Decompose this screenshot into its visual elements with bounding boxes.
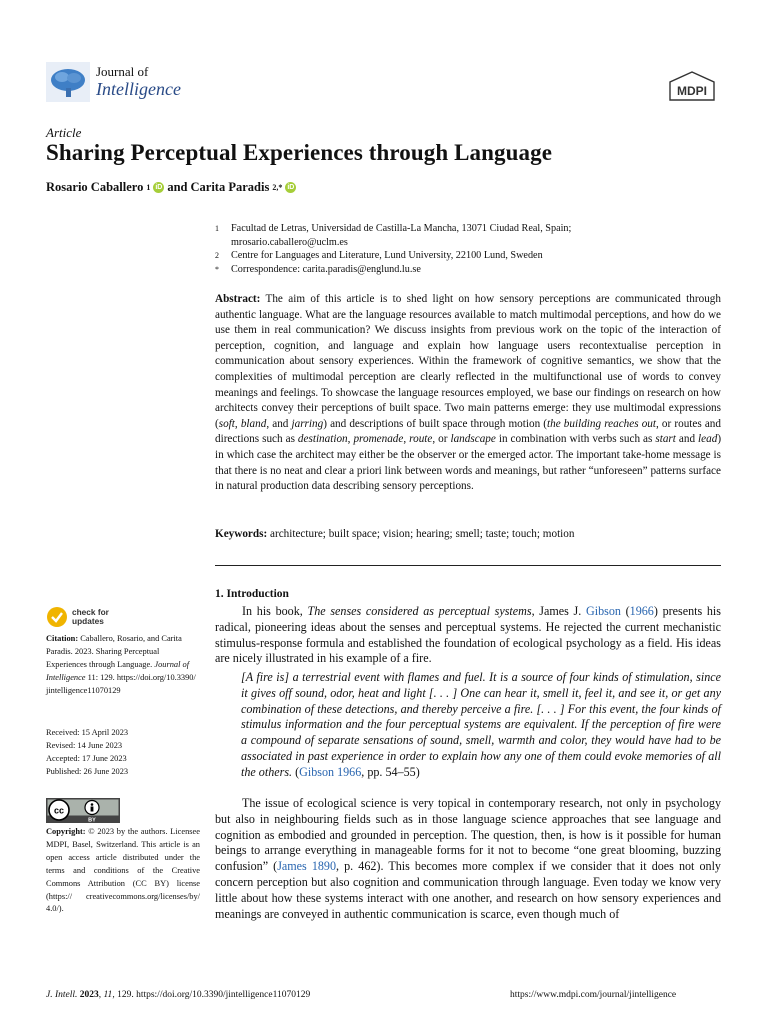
quote-text: ( xyxy=(292,764,300,779)
section-divider xyxy=(215,565,721,566)
received-date: Received: 15 April 2023 xyxy=(46,728,129,737)
abstract-text: , or xyxy=(432,433,451,446)
citation-link[interactable]: Gibson 1966 xyxy=(299,764,362,779)
abstract-text: The aim of this article is to shed light on how sensory perceptions are communicated through authentic language. What are the language resources available to match multimodal perceptions, and how do we use them in real communication? We discuss insights from previous work on the topic of the interaction of perception, cognition, and language and explain how language users recontextualise perception in communication about sensory experiences. Within the framework of cognitive semantics, we show that the complexities of multimodal perception are clearly reflected in the multifunctional use of words to convey meanings and feelings. To showcase the language resources employed, we base our findings on research on how architects convey their perceptions of built space. Two main patterns emerge: they use multimodal expressions ( xyxy=(215,293,721,430)
citation-doi[interactable]: 11: 129. https://doi.org/10.3390/ jintelligence11070129 xyxy=(46,672,196,695)
check-updates-text xyxy=(72,608,109,626)
intro-paragraph-2 xyxy=(215,796,721,922)
abstract-term: lead xyxy=(698,433,718,446)
affiliation-mark: * xyxy=(215,264,219,274)
affiliation-mark: 1 xyxy=(215,224,219,233)
abstract-term: destination xyxy=(297,433,348,446)
abstract-term: landscape xyxy=(450,433,496,446)
affiliation-superscript: 2,* xyxy=(272,183,283,192)
abstract-text: , or routes and directions such as xyxy=(215,417,721,446)
citation-block xyxy=(46,633,200,698)
abstract-text: , xyxy=(403,433,410,446)
quote-pages: , pp. 54–55) xyxy=(361,764,420,779)
affiliations xyxy=(215,222,571,276)
affiliation-row xyxy=(215,236,571,250)
intro-paragraph-1 xyxy=(215,604,721,667)
abstract-text: in combination with verbs such as xyxy=(495,433,656,446)
article-type: Article xyxy=(46,125,82,140)
by-text: BY xyxy=(88,817,96,823)
affiliation-row xyxy=(215,263,571,277)
affiliation-text: Centre for Languages and Literature, Lund University, 22100 Lund, Sweden xyxy=(231,250,543,262)
citation-link[interactable]: Gibson xyxy=(585,604,621,618)
abstract-term: jarring xyxy=(291,417,324,430)
block-quote xyxy=(241,670,721,781)
keywords-label: Keywords: xyxy=(215,528,268,540)
citation-label: Citation: xyxy=(46,634,79,643)
keywords xyxy=(215,527,721,543)
journal-of-label: Journal of xyxy=(96,64,149,79)
footer-journal-url[interactable]: https://www.mdpi.com/journal/jintelligence xyxy=(510,990,677,1000)
affiliation-mark: 2 xyxy=(215,251,219,261)
copyright-text: © 2023 by the authors. Licensee MDPI, Basel, Switzerland. This article is an open access article distributed under the terms and conditions of the Creative Commons Attribution (CC BY) license (https:// creativecommons.org/licenses/by/ 4.0/). xyxy=(46,827,200,914)
revised-date: Revised: 14 June 2023 xyxy=(46,740,123,750)
footer-journal: J. Intell. xyxy=(46,990,78,1000)
footer-year: 2023 xyxy=(79,990,99,1000)
footer-volume: 11 xyxy=(103,990,113,1000)
paragraph-text: , p. 462). This becomes more complex if we consider that it does not only concern perception but also cognition and communication through language. Even today we know very little about how these systems interact with one another, and research on how sensory experiences and meanings are conveyed in authentic communication is scarce, even though much of xyxy=(215,859,721,921)
citation-journal: Journal of Intelligence xyxy=(46,659,190,682)
mdpi-logo-text: MDPI xyxy=(677,84,707,98)
copyright-notice xyxy=(46,826,200,916)
orcid-icon[interactable]: iD xyxy=(287,184,295,191)
abstract-text: , xyxy=(234,417,241,430)
quote-text: [A fire is] a terrestrial event with flames and fuel. It is a source of four kinds of stimulation, since it gives off sound, odor, heat and light [. . . ] One can hear it, smell it, feel it, and see it, or get any combination of these detections, and thereby perceive a fire. [. . . ] For this event, the four kinds of stimulus information and the four perceptual systems are equivalent. If the perception of fire were a compound of separate sensations of sound, smell, warmth and color, they would have had to be associated in past experience in order to explain how any one of them could evoke memories of all the others. xyxy=(241,670,721,779)
abstract-label: Abstract: xyxy=(215,293,261,305)
affiliation-text: Facultad de Letras, Universidad de Castilla-La Mancha, 13071 Ciudad Real, Spain; xyxy=(231,223,572,234)
mdpi-logo-icon xyxy=(664,70,720,104)
abstract-term: soft xyxy=(218,417,235,430)
abstract-text: , xyxy=(347,433,354,446)
footer-citation: J. Intell. 2023, 11, 129. https://doi.org/10.3390/jintelligence11070129 xyxy=(46,990,311,1000)
abstract-term: route xyxy=(409,433,433,446)
citation-link[interactable]: James 1890 xyxy=(277,859,337,874)
copyright-label: Copyright: xyxy=(46,827,86,836)
author-list xyxy=(46,180,296,195)
check-updates-icon xyxy=(46,606,68,628)
abstract-term: promenade xyxy=(353,433,404,446)
check-updates-line: updates xyxy=(72,616,104,626)
published-date: Published: 26 June 2023 xyxy=(46,766,129,776)
book-title: The senses considered as perceptual systems xyxy=(307,604,532,618)
section-heading: 1. Introduction xyxy=(215,588,289,600)
abstract-text: , and xyxy=(266,417,292,430)
paragraph-text: ( xyxy=(620,604,630,618)
paragraph-text: In his book, xyxy=(242,604,308,618)
paragraph-text: ) presents his radical, pioneering ideas about the senses and perceptual systems. He rejected the current mechanistic stimulus-response formula and established the foundation of ecological psychology as a field. His ideas are nicely illustrated in his example of a fire. xyxy=(215,604,721,666)
citation-link[interactable]: 1966 xyxy=(629,604,654,618)
journal-brain-logo-icon xyxy=(46,62,90,102)
affiliation-row xyxy=(215,249,571,263)
check-updates-line: check for xyxy=(72,607,109,617)
article-title: Sharing Perceptual Experiences through Language xyxy=(46,140,553,165)
accepted-date: Accepted: 17 June 2023 xyxy=(46,753,127,763)
author-conjunction: and xyxy=(167,180,188,194)
correspondence[interactable]: Correspondence: carita.paradis@englund.lu.se xyxy=(231,263,421,275)
abstract-term: start xyxy=(655,433,676,446)
abstract-term: the building reaches out xyxy=(547,417,657,430)
cc-by-license-icon[interactable] xyxy=(46,798,120,823)
abstract-text: ) and descriptions of built space through motion ( xyxy=(323,417,548,430)
cc-text: cc xyxy=(53,805,65,816)
affiliation-superscript: 1 xyxy=(146,183,151,192)
affiliation-row xyxy=(215,222,571,236)
keywords-text: architecture; built space; vision; hearing; smell; taste; touch; motion xyxy=(267,528,575,540)
affiliation-email[interactable]: mrosario.caballero@uclm.es xyxy=(231,236,348,248)
footer-doi[interactable]: , 129. https://doi.org/10.3390/jintelligence11070129 xyxy=(112,990,311,1000)
citation-text: Caballero, Rosario, and Carita Paradis. 2023. Sharing Perceptual Experiences through Language. xyxy=(46,634,182,669)
paragraph-text: , James J. xyxy=(531,604,586,618)
orcid-icon[interactable]: iD xyxy=(155,184,163,191)
affiliation-mark xyxy=(215,236,231,250)
paragraph-text: The issue of ecological science is very topical in contemporary research, not only in psychology but also in neighbouring fields such as in those language science approaches that see language and cognition as embodied and grounded in perception. The question, then, is how is it possible for human beings to arrange everything in manageable forms for it not to become “one great blooming, buzzing confusion” ( xyxy=(215,796,721,874)
abstract xyxy=(215,292,721,495)
author-name[interactable]: Rosario Caballero xyxy=(46,180,144,194)
abstract-text: ) in which case the architect may either be the observer or the emerged actor. The important take-home message is that there is no neat and clear a priori link between words and meanings, but rather “unforeseen” patterns surface in natural production data describing sensory perceptions. xyxy=(215,433,722,493)
abstract-text: and xyxy=(675,433,699,446)
check-for-updates-badge[interactable] xyxy=(46,606,109,628)
journal-name: Intelligence xyxy=(96,79,181,99)
publication-dates xyxy=(46,727,200,779)
abstract-term: bland xyxy=(240,417,267,430)
author-name[interactable]: Carita Paradis xyxy=(190,180,270,194)
